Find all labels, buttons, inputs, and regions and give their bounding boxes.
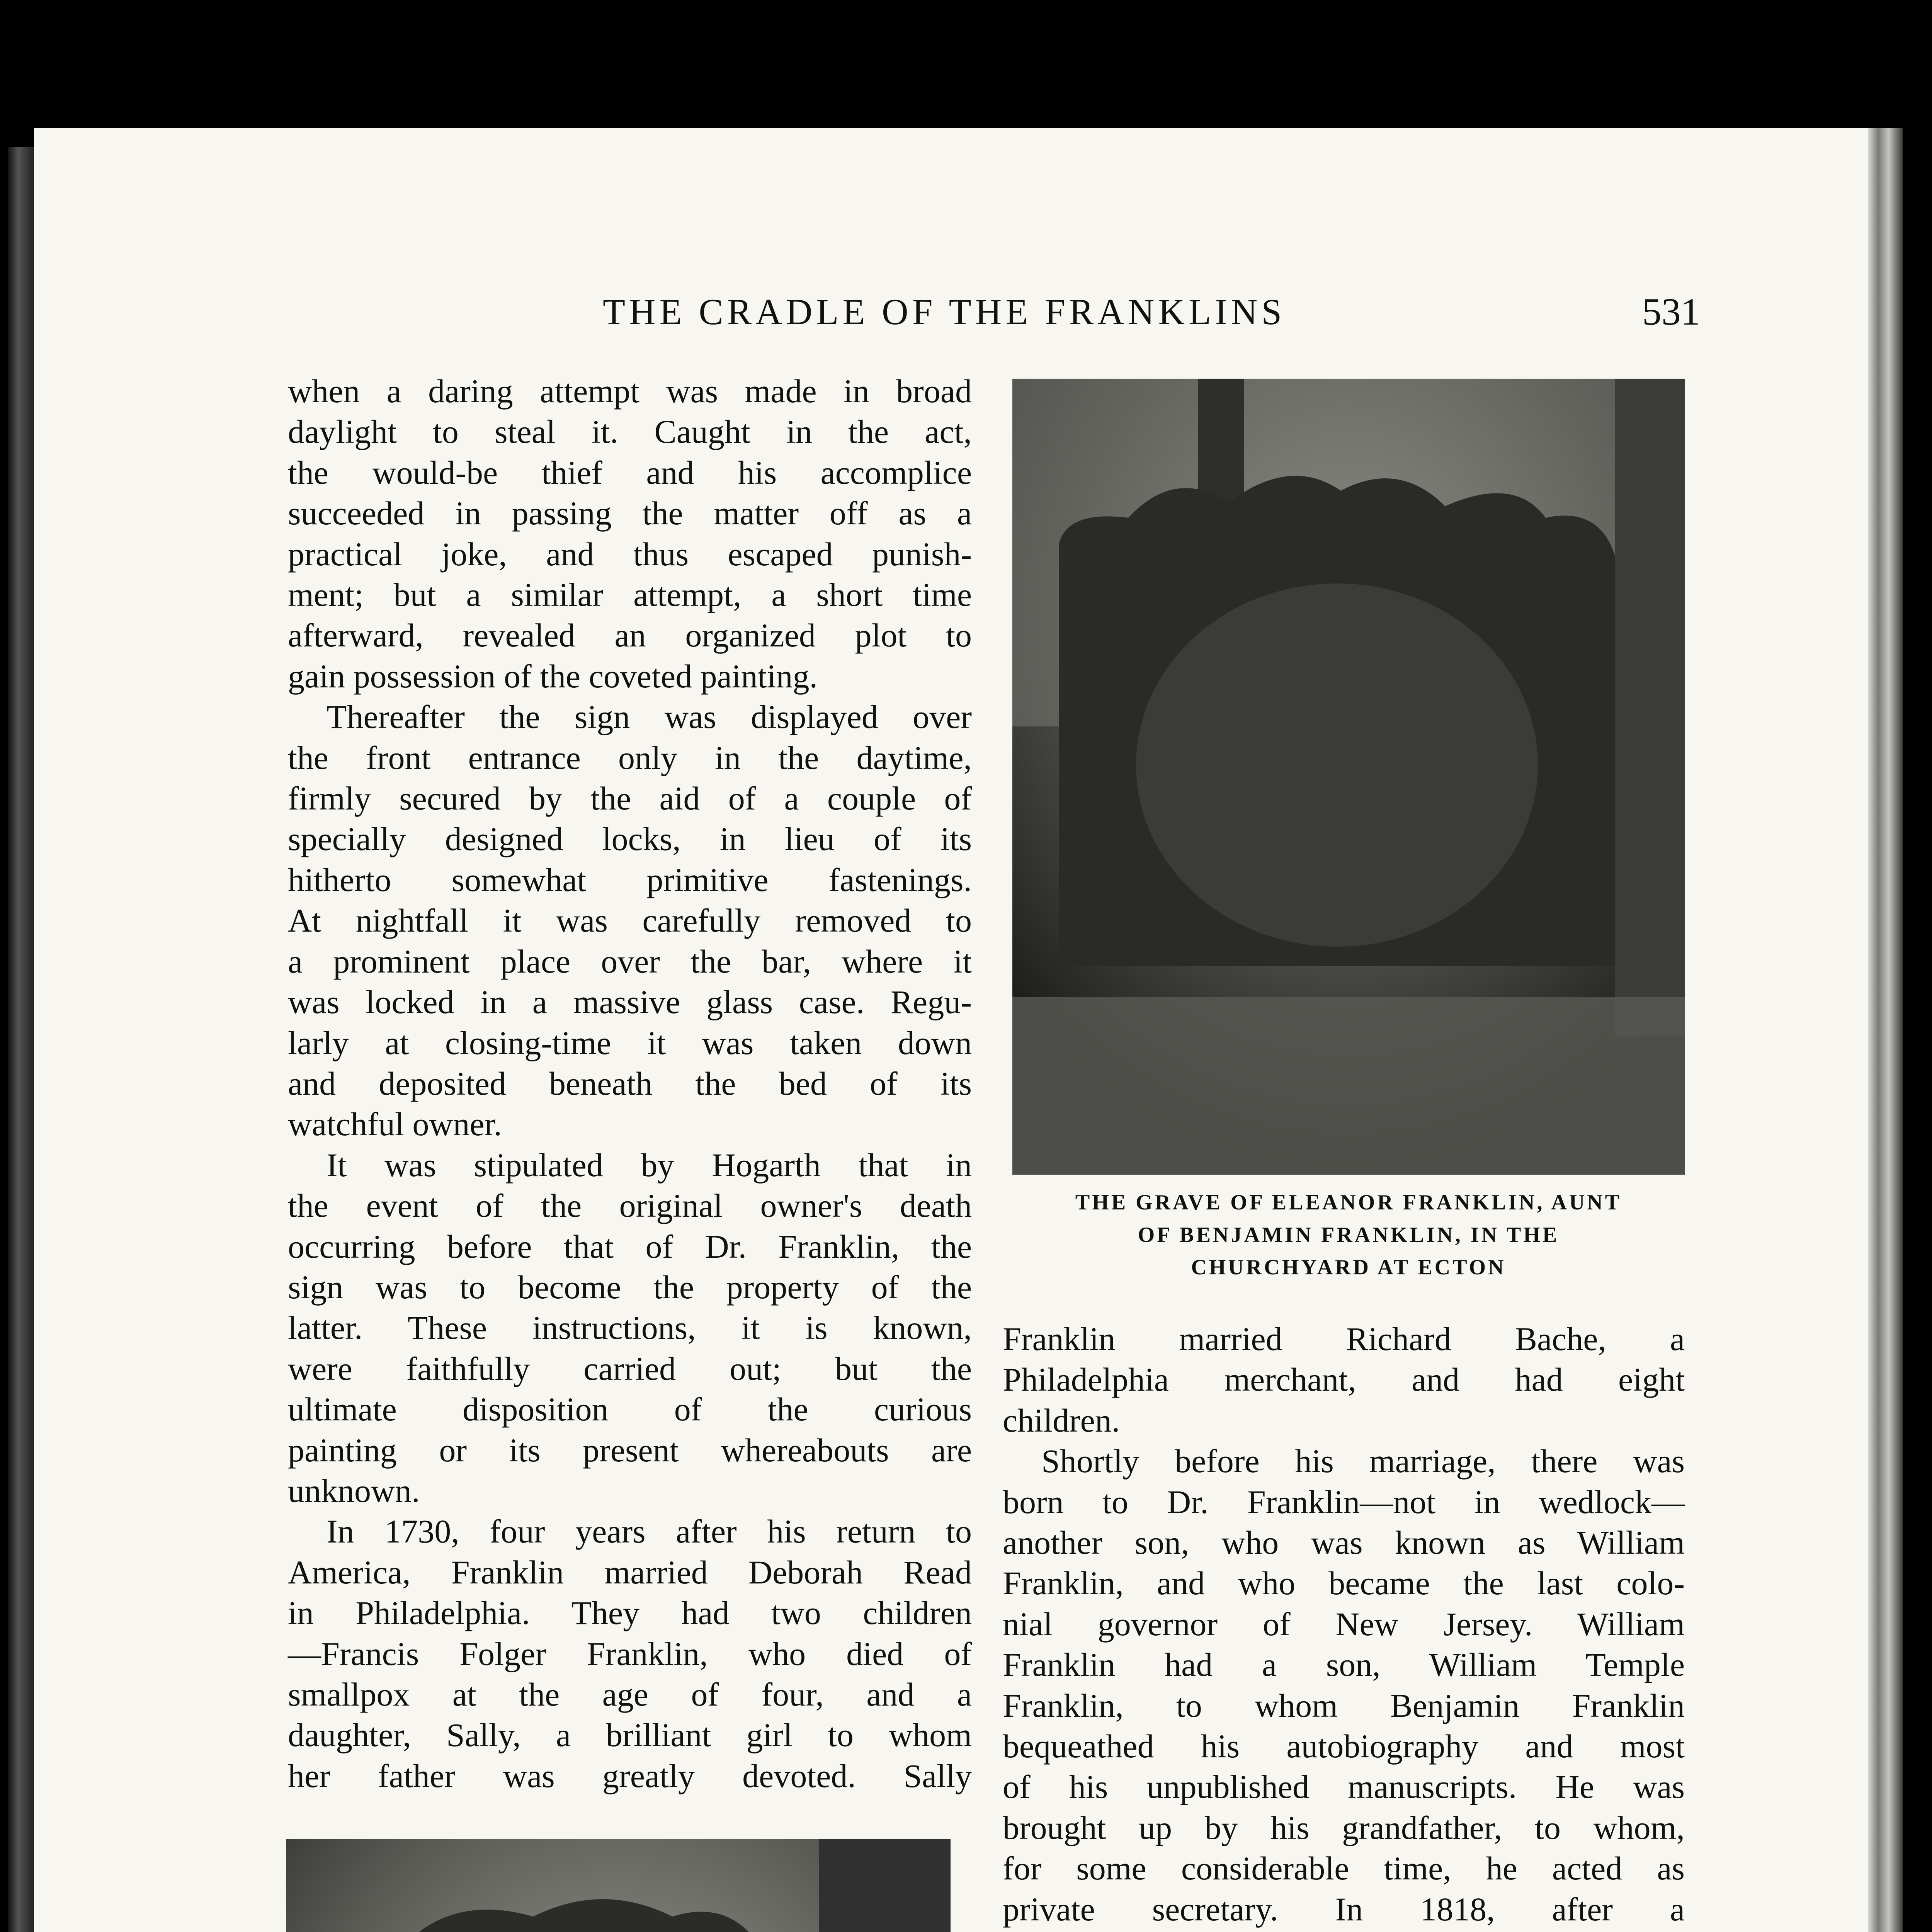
left-column-text	[288, 371, 972, 1796]
text-line: the front entrance only in the daytime,	[288, 739, 972, 776]
text-line: daylight to steal it. Caught in the act,	[288, 413, 972, 451]
text-line: In 1730, four years after his return to	[327, 1513, 972, 1550]
text-line: the would-be thief and his accomplice	[288, 454, 972, 491]
text-line: succeeded in passing the matter off as a	[288, 495, 972, 532]
text-line: latter. These instructions, it is known,	[288, 1309, 972, 1347]
running-header: THE CRADLE OF THE FRANKLINS	[603, 291, 1286, 332]
photo-eleanor-franklin-grave	[1012, 379, 1685, 1175]
text-line: Franklin, and who became the last colo-	[1003, 1565, 1685, 1602]
caption-eleanor-franklin	[1012, 1186, 1685, 1284]
text-line: At nightfall it was carefully removed to	[288, 902, 972, 939]
right-column-text	[1003, 1319, 1685, 1932]
text-line: hitherto somewhat primitive fastenings.	[288, 861, 972, 898]
photo-thomas-franklin-grave	[286, 1839, 951, 1932]
caption-line: OF BENJAMIN FRANKLIN, IN THE	[1138, 1223, 1560, 1247]
text-line: private secretary. In 1818, after a	[1003, 1890, 1685, 1928]
text-line: practical joke, and thus escaped punish-	[288, 535, 972, 573]
text-line: and deposited beneath the bed of its	[288, 1065, 972, 1102]
text-line: was locked in a massive glass case. Regu-	[288, 983, 972, 1021]
scan-binding-edge	[8, 147, 34, 1932]
text-line: occurring before that of Dr. Franklin, the	[288, 1228, 972, 1265]
text-line: Franklin had a son, William Temple	[1003, 1646, 1685, 1684]
text-line: watchful owner.	[288, 1105, 502, 1143]
text-line: in Philadelphia. They had two children	[288, 1594, 972, 1632]
text-line: were faithfully carried out; but the	[288, 1350, 972, 1387]
text-line: children.	[1003, 1401, 1120, 1439]
text-line: when a daring attempt was made in broad	[288, 372, 972, 410]
text-line: sign was to become the property of the	[288, 1268, 972, 1306]
caption-line: CHURCHYARD AT ECTON	[1191, 1255, 1506, 1279]
text-line: unknown.	[288, 1472, 420, 1509]
text-line: a prominent place over the bar, where it	[288, 942, 972, 980]
text-line: for some considerable time, he acted as	[1003, 1850, 1685, 1887]
text-line: another son, who was known as William	[1003, 1524, 1685, 1561]
text-line: her father was greatly devoted. Sally	[288, 1757, 972, 1794]
text-line: firmly secured by the aid of a couple of	[288, 780, 972, 817]
text-line: of his unpublished manuscripts. He was	[1003, 1768, 1685, 1806]
text-line: afterward, revealed an organized plot to	[288, 617, 972, 654]
text-line	[1003, 1930, 1685, 1932]
text-line: nial governor of New Jersey. William	[1003, 1605, 1685, 1643]
text-line: gain possession of the coveted painting.	[288, 657, 818, 695]
caption-line: THE GRAVE OF ELEANOR FRANKLIN, AUNT	[1075, 1190, 1622, 1214]
text-line: smallpox at the age of four, and a	[288, 1676, 972, 1713]
text-line: bequeathed his autobiography and most	[1003, 1728, 1685, 1765]
page-stack-edge	[1868, 128, 1903, 1932]
text-line: daughter, Sally, a brilliant girl to whom	[288, 1716, 972, 1754]
text-line: —Francis Folger Franklin, who died of	[288, 1635, 972, 1672]
text-line: Franklin, to whom Benjamin Franklin	[1003, 1687, 1685, 1724]
page-number: 531	[1642, 290, 1700, 333]
text-line: ultimate disposition of the curious	[288, 1391, 972, 1428]
text-line: Shortly before his marriage, there was	[1041, 1442, 1685, 1480]
text-line: America, Franklin married Deborah Read	[288, 1553, 972, 1591]
gravestone-photo-icon	[1012, 379, 1685, 1175]
text-line: the event of the original owner's death	[288, 1187, 972, 1225]
text-line: painting or its present whereabouts are	[288, 1431, 972, 1469]
text-line: Franklin married Richard Bache, a	[1003, 1320, 1685, 1357]
gravestone-photo-icon	[286, 1839, 951, 1932]
text-line: larly at closing-time it was taken down	[288, 1024, 972, 1061]
text-line: ment; but a similar attempt, a short time	[288, 576, 972, 614]
text-line: It was stipulated by Hogarth that in	[327, 1146, 972, 1184]
text-line: Thereafter the sign was displayed over	[327, 698, 972, 736]
text-line: born to Dr. Franklin—not in wedlock—	[1003, 1483, 1685, 1520]
text-line: Philadelphia merchant, and had eight	[1003, 1361, 1685, 1398]
text-line: specially designed locks, in lieu of its	[288, 820, 972, 858]
text-line: brought up by his grandfather, to whom,	[1003, 1809, 1685, 1846]
